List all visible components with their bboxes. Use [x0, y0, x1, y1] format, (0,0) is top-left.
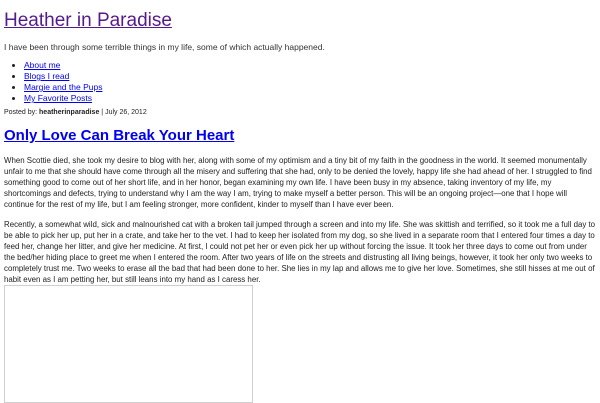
- post-paragraph-1: When Scottie died, she took my desire to blog with her, along with some of my optimism and a tiny bit of my faith in the goodness in the world. It seemed monumentally unfair to me that she should have come through all the misery and suffering that she had, only to be denied the lovely, happy life she had ahead of her. I struggled to find something good to come out of her short life, and in her honor, began examining my own life. I have been busy in my absence, taking inventory of my life, my shortcomings and defects, trying to understand why I am the way I am, trying to make myself a better person. This will be an ongoing project—one that I hope will continue for the rest of my life, but I am feeling stronger, more confident, kinder to myself than I have ever been.: [4, 156, 592, 209]
- nav-item-blogs-i-read: [24, 71, 102, 82]
- nav-link-blogs-i-read[interactable]: Blogs I read: [24, 71, 70, 81]
- nav-item-about-me: [24, 60, 102, 71]
- nav-link-my-favorite-posts[interactable]: My Favorite Posts: [24, 93, 93, 103]
- post-image-placeholder: [4, 285, 253, 403]
- nav-link-about-me[interactable]: About me: [24, 60, 61, 70]
- site-tagline: I have been through some terrible things in my life, some of which actually happened.: [4, 42, 325, 52]
- post-byline: [4, 108, 147, 118]
- post-body: [4, 155, 596, 294]
- nav-item-margie-and-the-pups: [24, 82, 102, 93]
- nav-link-margie-and-the-pups[interactable]: Margie and the Pups: [24, 82, 103, 92]
- byline-prefix: Posted by:: [4, 109, 38, 116]
- post-date: July 26, 2012: [105, 109, 147, 116]
- page-navigation: [4, 60, 102, 104]
- post-title-link[interactable]: Only Love Can Break Your Heart: [4, 127, 235, 144]
- post-author: heatherinparadise: [39, 109, 100, 116]
- post-paragraph-2: Recently, a somewhat wild, sick and malnourished cat with a broken tail jumped through a screen and into my life. She was skittish and terrified, so it took me a full day to be able to pick her up, put her in a crate, and take her to the vet. I had to keep her isolated from my dog, so she lived in a separate room that I entered four times a day to feed her, change her litter, and give her medicine. At first, I could not pet her or even pick her up without forcing the issue. It took her three days to come out from under the bed/her hiding place to greet me when I entered the room. After two years of life on the streets and distrusting all living beings, however, it took her only two weeks to completely trust me. Two weeks to erase all the bad that had been done to her. She lies in my lap and allows me to give her love. Sometimes, she still hisses at me out of habit even as I am petting her, but still leans into my hand as I caress her.: [4, 220, 596, 284]
- site-title-link[interactable]: Heather in Paradise: [4, 10, 172, 31]
- nav-item-my-favorite-posts: [24, 93, 102, 104]
- byline-separator: |: [101, 109, 104, 116]
